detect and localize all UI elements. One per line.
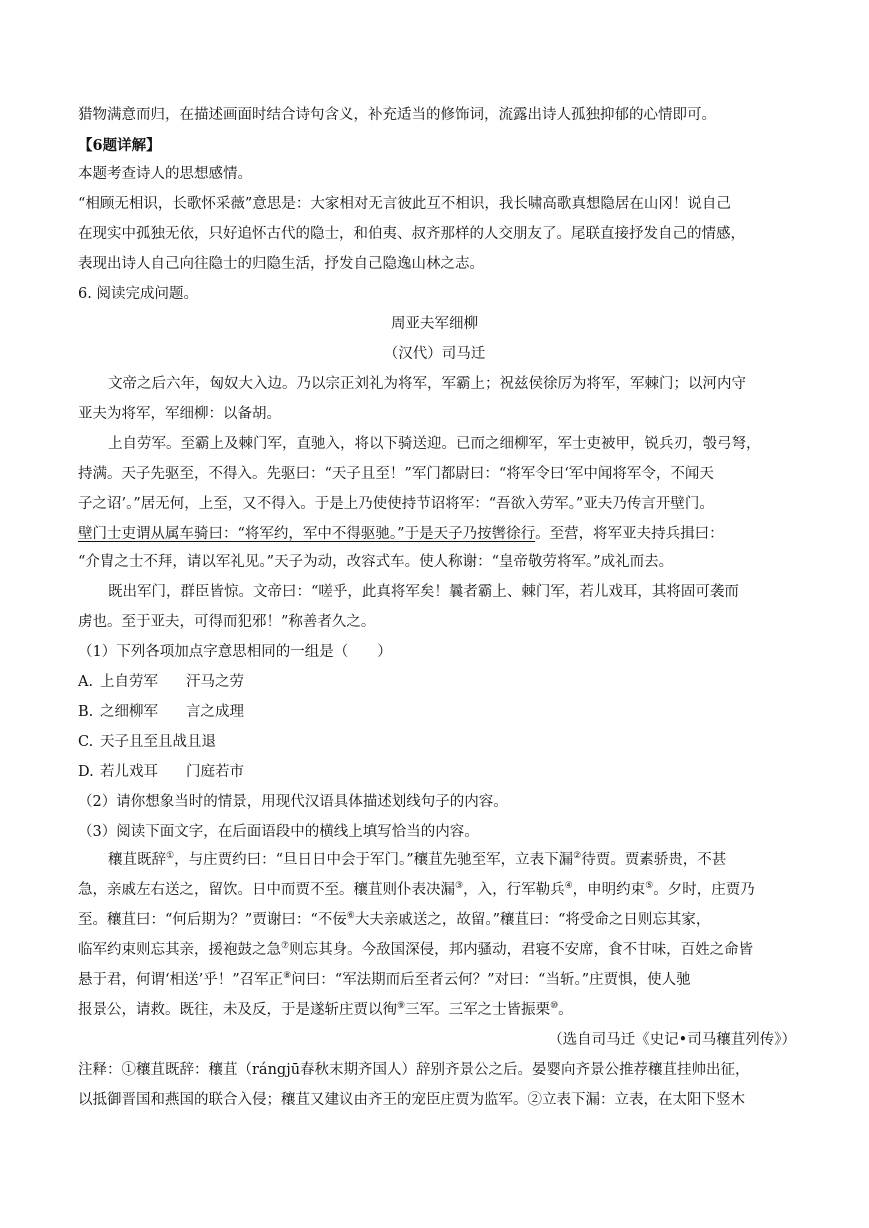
text-span: 汗马之: [186, 674, 230, 690]
text-span: 上自: [100, 674, 129, 690]
reading-line: [78, 910, 798, 930]
passage-line: 既出军门，群臣皆惊。文帝曰：“嗟乎，此真将军矣！曩者霸上、棘门军，若儿戏耳，其将固可袭而: [108, 584, 739, 600]
footnote-mark: ⑧: [283, 971, 292, 982]
section-heading: 【6题详解】: [78, 137, 161, 154]
text-span: 。夕时，庄贾乃: [653, 882, 755, 898]
passage-line: [78, 524, 798, 544]
option-c: [78, 732, 798, 752]
reading-line: [78, 940, 798, 960]
passage-line: 亚夫为将军，军细柳：以备胡。: [78, 406, 281, 422]
text-span: 待贾。贾素骄贵，不甚: [581, 852, 727, 868]
dotted-char: 之: [100, 704, 115, 720]
option-key: C.: [78, 734, 94, 750]
dotted-char: 劳: [129, 674, 144, 690]
text-span: 成理: [215, 704, 244, 720]
passage-line: 虏也。至于亚夫，可得而犯邪！”称善者久之。: [78, 614, 376, 630]
dotted-char: 之: [200, 704, 215, 720]
source-citation: （选自司马迁《史记•司马穰苴列传》）: [548, 1032, 796, 1048]
option-d: [78, 762, 798, 782]
passage-line: 持满。天子先驱至，不得入。先驱曰：“天子且至！”军门都尉曰：“将军令曰‘军中闻将军令，不闻天: [78, 466, 714, 482]
text-span: 。: [558, 1002, 573, 1018]
text-span: 三军。三军之士皆振栗: [405, 1002, 551, 1018]
dotted-char: 若: [215, 764, 230, 780]
footnote-mark: ⑦: [281, 941, 290, 952]
underlined-sentence: 壁门士吏谓从属车骑曰：“将军约，军中不得驱驰。”于是天子乃按辔徐行: [78, 526, 536, 542]
text-span: 细柳军: [114, 704, 158, 720]
text-span: 至: [143, 734, 158, 750]
text-span: ，申明约束: [572, 882, 646, 898]
footnote-mark: ①: [166, 851, 175, 862]
text-span: ，入，行军勒兵: [463, 882, 565, 898]
dotted-char: 若: [100, 764, 115, 780]
sub-question-1: （1）下列各项加点字意思相同的一组是（ ）: [78, 644, 392, 660]
option-key: D.: [78, 764, 94, 780]
option-key: B.: [78, 704, 94, 720]
text-span: 悬于君，何谓‘相送’乎！”召军正: [78, 972, 284, 988]
option-key: A.: [78, 674, 94, 690]
text-span: 天子: [100, 734, 129, 750]
note-line: 注释：①穰苴既辞：穰苴（rángjū春秋末期齐国人）辞别齐景公之后。晏婴向齐景公推荐穰苴挂帅出征，: [78, 1062, 750, 1078]
footnote-mark: ⑨: [397, 1001, 406, 1012]
text-span: 军: [143, 674, 158, 690]
text-span: 儿戏耳: [114, 764, 158, 780]
text-line: “相顾无相识，长歌怀采薇”意思是：大家相对无言彼此互不相识，我长啸高歌真想隐居在山冈！说自己: [78, 196, 731, 212]
text-span: 穰苴既辞: [108, 852, 166, 868]
text-line: 表现出诗人自己向往隐士的归隐生活，抒发自己隐逸山林之志。: [78, 256, 484, 272]
text-span: 至。穰苴曰：“何后期为？”贾谢曰：“不佞: [78, 912, 347, 928]
reading-line: [78, 970, 798, 990]
dotted-char: 劳: [229, 674, 244, 690]
text-span: 则忘其身。今敌国深侵，邦内骚动，君寝不安席，食不甘味，百姓之命皆: [289, 942, 754, 958]
text-span: 急，亲戚左右送之，留饮。日中而贾不至。穰苴则仆表决漏: [78, 882, 455, 898]
text-line: 本题考查诗人的思想感情。: [78, 166, 252, 182]
text-line: 猎物满意而归，在描述画面时结合诗句含义，补充适当的修饰词，流露出诗人孤独抑郁的心情即可。: [78, 107, 716, 123]
note-line: 以抵御晋国和燕国的联合入侵；穰苴又建议由齐王的宠臣庄贾为监军。②立表下漏：立表，在太阳下竖木: [78, 1092, 745, 1108]
sub-question-3: （3）阅读下面文字，在后面语段中的横线上填写恰当的内容。: [78, 824, 479, 840]
footnote-mark: ④: [564, 881, 573, 892]
reading-line: [78, 880, 798, 900]
text-span: 门庭: [186, 764, 215, 780]
sub-question-2: （2）请你想象当时的情景，用现代汉语具体描述划线句子的内容。: [78, 794, 508, 810]
option-b: [78, 702, 798, 722]
passage-title: 周亚夫军细柳: [391, 316, 478, 332]
passage-author: （汉代）司马迁: [383, 346, 486, 362]
option-a: [78, 672, 798, 692]
footnote-mark: ②: [573, 851, 582, 862]
dotted-char: 且: [187, 734, 202, 750]
text-span: 临军约束则忘其亲，援袍鼓之急: [78, 942, 281, 958]
passage-line: 文帝之后六年，匈奴大入边。乃以宗正刘礼为将军，军霸上；祝兹侯徐厉为将军，军棘门；以河内守: [108, 376, 746, 392]
passage-line: 子之诏’。”居无何，上至，又不得入。于是上乃使使持节诏将军：“吾欲入劳军。”亚夫乃传言开壁门。: [78, 496, 714, 512]
passage-line: 上自劳军。至霸上及棘门军，直驰入，将以下骑送迎。已而之细柳军，军士吏被甲，锐兵刃，彀弓弩，: [108, 436, 761, 452]
text-span: ，与庄贾约曰：“旦日日中会于军门。”穰苴先驰至军，立表下漏: [174, 852, 574, 868]
footnote-mark: ⑤: [645, 881, 654, 892]
reading-line: [78, 1000, 798, 1020]
reading-line: [108, 850, 828, 870]
question-number: 6. 阅读完成问题。: [78, 286, 198, 302]
footnote-mark: ⑩: [550, 1001, 559, 1012]
text-span: 报景公，请救。既往，未及反，于是遂斩庄贾以徇: [78, 1002, 397, 1018]
text-span: 问曰：“军法期而后至者云何？”对曰：“当斩。”庄贾惧，使人驰: [291, 972, 691, 988]
passage-line: “介胄之士不拜，请以军礼见。”天子为动，改容式车。使人称谢：“皇帝敬劳将军。”成礼而去。: [78, 554, 674, 570]
text-span: 市: [229, 764, 244, 780]
text-span: 大夫亲戚送之，故留。”穰苴曰：“将受命之日则忘其家，: [354, 912, 711, 928]
text-line: 在现实中孤独无依，只好追怀古代的隐士，和伯夷、叔齐那样的人交朋友了。尾联直接抒发自己的情感，: [78, 226, 745, 242]
dotted-char: 且: [158, 734, 173, 750]
text-span: 战: [172, 734, 187, 750]
text-span: 。至营，将军亚夫持兵揖曰：: [535, 526, 724, 542]
text-span: 退: [201, 734, 216, 750]
footnote-mark: ③: [455, 881, 464, 892]
dotted-char: 且: [129, 734, 144, 750]
text-span: 言: [186, 704, 201, 720]
footnote-mark: ⑥: [346, 911, 355, 922]
